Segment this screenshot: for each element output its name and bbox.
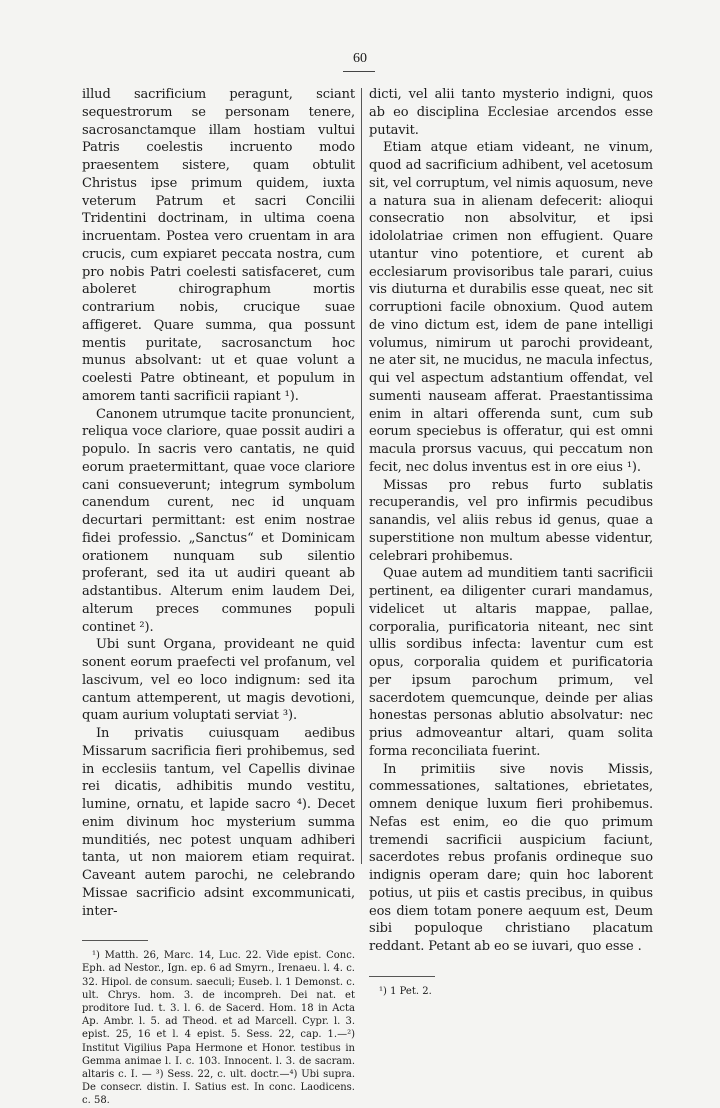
footnote-separator	[82, 940, 148, 941]
column-divider	[361, 88, 362, 864]
left-column	[82, 86, 355, 1108]
body-paragraph: Canonem utrumque tacite pronuncient, reliqua voce clariore, quae possit audiri a populo. In sacris vero cantatis, ne quid eorum praetermittant, quae voce clariore cani consueverunt; integrum symbolum canendum curent, nec id unquam decurtari permittant: est enim nostrae fidei professio. „Sanctus“ et Dominicam orationem nunquam sub silentio proferant, sed ita ut audiri queant ab adstantibus. Alterum enim laudem Dei, alterum preces communes populi continet ²).	[82, 406, 355, 635]
body-paragraph: Ubi sunt Organa, provideant ne quid sonent eorum praefecti vel profanum, vel lascivum, vel eo loco indignum: sed ita cantum attemperent, ut magis devotioni, quam aurium voluptati serviat ³).	[82, 637, 355, 724]
page-number: 60	[353, 51, 367, 66]
page-number-rule	[343, 71, 375, 72]
body-paragraph: illud sacrificium peragunt, sciant sequestrorum se personam tenere, sacrosanctamque illam hostiam vultui Patris coelestis incruento modo praesentem sistere, quam obtulit Christus ipse primum quidem, iuxta veterum Patrum et sacri Concilii Tridentini doctrinam, in ultima coena incruentam. Postea vero cruentam in ara crucis, cum expiaret peccata nostra, cum pro nobis Patri coelesti satisfaceret, cum aboleret chirographum mortis contrarium nobis, crucique suae affigeret. Quare summa, qua possunt mentis puritate, sacrosanctum hoc munus absolvant: ut et quae volunt a coelesti Patre obtineant, et populum in amorem tanti sacrificii rapiant ¹).	[82, 87, 355, 404]
body-paragraph: In privatis cuiusquam aedibus Missarum sacrificia fieri prohibemus, sed in ecclesiis tantum, vel Capellis divinae rei dicatis, adhibitis mundo vestitu, lumine, ornatu, et lapide sacro ⁴). Decet enim divinum hoc mysterium summa munditiés, nec potest unquam adhiberi tanta, ut non maiorem etiam requirat. Caveant autem parochi, ne celebrando Missae sacrificio adsint excommunicati, inter-	[82, 726, 355, 919]
body-paragraph: Missas pro rebus furto sublatis recuperandis, vel pro infirmis pecudibus sanandis, vel aliis rebus id genus, quae a superstitione non multum abesse videntur, celebrari prohibemus.	[369, 477, 653, 564]
footnote: ¹) Matth. 26, Marc. 14, Luc. 22. Vide epist. Conc. Eph. ad Nestor., Ign. ep. 6 ad Smyrn., Irenaeu. l. 4. c. 32. Hipol. de consum. saeculi; Euseb. l. 1 Demonst. c. ult. Chrys. hom. 3. de incompreh. Dei nat. et proditore Iud. t. 3. l. 6. de Sacerd. Hom. 18 in Acta Ap. Ambr. l. 5. ad Theod. et ad Marcell. Cypr. l. 3. epist. 25, 16 et l. 4 epist. 5. Sess. 22, cap. 1.—²) Institut Vigilius Papa Hermone et Honor. testibus in Gemma animae l. I. c. 103. Innocent. l. 3. de sacram. altaris c. I. — ³) Sess. 22, c. ult. doctr.—⁴) Ubi supra. De consecr. distin. I. Satius est. In conc. Laodicens. c. 58.	[82, 950, 355, 1107]
body-paragraph: Quae autem ad munditiem tanti sacrificii pertinent, ea diligenter curari mandamus, videlicet ut altaris mappae, pallae, corporalia, purificatoria niteant, nec sint ullis sordibus infecta: laventur cum est opus, corporalia quidem et purificatoria per ipsum parochum primum, vel sacerdotem quemcunque, deinde per alias honestas personas ablutio absolvatur: nec prius admoveantur altari, quam solita forma reconciliata fuerint.	[369, 566, 653, 759]
body-paragraph: dicti, vel alii tanto mysterio indigni, quos ab eo disciplina Ecclesiae arcendos esse putavit.	[369, 87, 653, 138]
body-paragraph: Etiam atque etiam videant, ne vinum, quod ad sacrificium adhibent, vel acetosum sit, vel corruptum, vel nimis aquosum, neve a natura sua in alienam defecerit: alioqui consecratio non absolvitur, et ipsi idololatriae crimen non effugient. Quare utantur vino potentiore, et curent ab ecclesiarum provisoribus tale parari, cuius vis diuturna et durabilis esse queat, nec sit corruptioni facile obnoxium. Quod autem de vino dictum est, idem de pane intelligi volumus, nimirum ut parochi provideant, ne ater sit, ne mucidus, ne macula infectus, qui vel aspectum adstantium offendat, vel sumenti nauseam afferat. Praestantissima enim in altari offerenda sunt, cum sub eorum speciebus is offeratur, qui est omni macula prorsus vacuus, qui peccatum non fecit, nec dolus inventus est in ore eius ¹).	[369, 140, 653, 475]
body-paragraph: In primitiis sive novis Missis, commessationes, saltationes, ebrietates, omnem denique luxum fieri prohibemus. Nefas est enim, eo die quo primum tremendi sacrificii auspicium faciunt, sacerdotes rebus profanis ordineque suo indignis operam dare; quin hoc laborent potius, ut piis et castis precibus, in quibus eos diem totam ponere aequum est, Deum sibi populoque christiano placatum reddant. Petant ab eo se iuvari, quo esse .	[369, 761, 653, 954]
right-column	[369, 86, 653, 998]
footnote: ¹) 1 Pet. 2.	[379, 985, 432, 997]
footnote-separator	[369, 976, 435, 977]
